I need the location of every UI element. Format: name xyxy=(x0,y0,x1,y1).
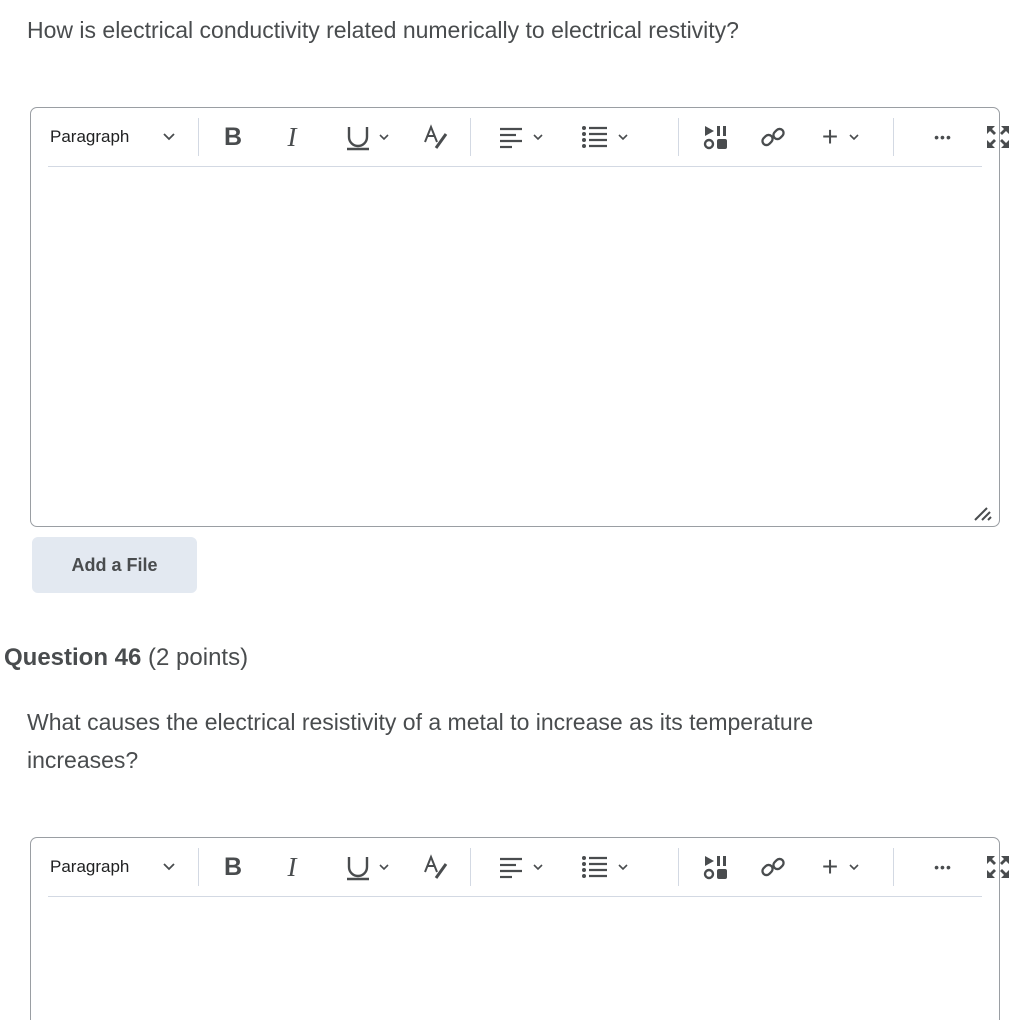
chevron-down-icon[interactable] xyxy=(158,108,180,166)
add-file-button[interactable]: Add a File xyxy=(32,537,197,593)
question-points: (2 points) xyxy=(148,644,249,671)
fullscreen-button[interactable] xyxy=(981,838,1015,896)
editor-toolbar xyxy=(48,108,982,167)
italic-button[interactable]: I xyxy=(287,851,297,882)
toolbar-separator xyxy=(893,848,894,886)
align-left-icon xyxy=(498,855,524,879)
insert-stuff-button[interactable] xyxy=(811,108,871,166)
link-icon xyxy=(759,123,787,151)
paragraph-format-label: Paragraph xyxy=(50,857,130,876)
align-button[interactable] xyxy=(491,108,551,166)
chevron-down-icon[interactable] xyxy=(158,838,180,896)
editor-text-area[interactable] xyxy=(31,168,999,526)
insert-link-button[interactable] xyxy=(756,108,790,166)
list-button[interactable] xyxy=(575,838,635,896)
toolbar-separator xyxy=(470,848,471,886)
strikethrough-button[interactable] xyxy=(418,838,452,896)
bulleted-list-icon xyxy=(581,124,609,150)
fullscreen-icon xyxy=(985,124,1011,150)
answer-editor-q45 xyxy=(30,107,1000,527)
italic-button[interactable]: I xyxy=(287,121,297,152)
align-button[interactable] xyxy=(491,838,551,896)
strikethrough-icon xyxy=(420,852,450,882)
plus-icon: + xyxy=(821,121,839,152)
toolbar-separator xyxy=(198,848,199,886)
bulleted-list-icon xyxy=(581,854,609,880)
bold-button[interactable]: B xyxy=(223,122,243,151)
insert-media-icon xyxy=(702,123,730,151)
question-45-text: How is electrical conductivity related numerically to electrical restivity? xyxy=(27,17,739,43)
underline-icon xyxy=(344,852,372,882)
answer-editor-q46 xyxy=(30,837,1000,1020)
toolbar-separator xyxy=(893,118,894,156)
list-button[interactable] xyxy=(575,108,635,166)
bold-button[interactable]: B xyxy=(223,852,243,881)
underline-button[interactable] xyxy=(337,108,397,166)
resize-handle-icon[interactable] xyxy=(972,505,992,521)
strikethrough-icon xyxy=(420,122,450,152)
chevron-down-icon xyxy=(617,862,629,872)
chevron-down-icon xyxy=(532,862,544,872)
fullscreen-button[interactable] xyxy=(981,108,1015,166)
more-actions-button[interactable] xyxy=(925,838,961,896)
more-actions-button[interactable] xyxy=(925,108,961,166)
insert-link-button[interactable] xyxy=(756,838,790,896)
more-icon: ••• xyxy=(934,129,952,145)
chevron-down-icon xyxy=(378,132,390,142)
plus-icon: + xyxy=(821,851,839,882)
insert-stuff-button[interactable] xyxy=(811,838,871,896)
chevron-down-icon xyxy=(848,132,860,142)
chevron-down-icon xyxy=(378,862,390,872)
link-icon xyxy=(759,853,787,881)
chevron-down-icon xyxy=(848,862,860,872)
underline-button[interactable] xyxy=(337,838,397,896)
editor-text-area[interactable] xyxy=(31,898,999,1020)
more-icon: ••• xyxy=(934,859,952,875)
underline-icon xyxy=(344,122,372,152)
toolbar-separator xyxy=(678,118,679,156)
align-left-icon xyxy=(498,125,524,149)
chevron-down-icon xyxy=(617,132,629,142)
toolbar-separator xyxy=(678,848,679,886)
chevron-down-icon xyxy=(532,132,544,142)
editor-toolbar xyxy=(48,838,982,897)
strikethrough-button[interactable] xyxy=(418,108,452,166)
question-number: Question 46 xyxy=(4,644,142,671)
insert-media-button[interactable] xyxy=(698,108,734,166)
insert-media-button[interactable] xyxy=(698,838,734,896)
fullscreen-icon xyxy=(985,854,1011,880)
toolbar-separator xyxy=(198,118,199,156)
question-46-heading xyxy=(4,641,248,675)
toolbar-separator xyxy=(470,118,471,156)
question-46-text: What causes the electrical resistivity of a metal to increase as its temperature increases? xyxy=(27,709,814,773)
paragraph-format-label: Paragraph xyxy=(50,127,130,146)
insert-media-icon xyxy=(702,853,730,881)
